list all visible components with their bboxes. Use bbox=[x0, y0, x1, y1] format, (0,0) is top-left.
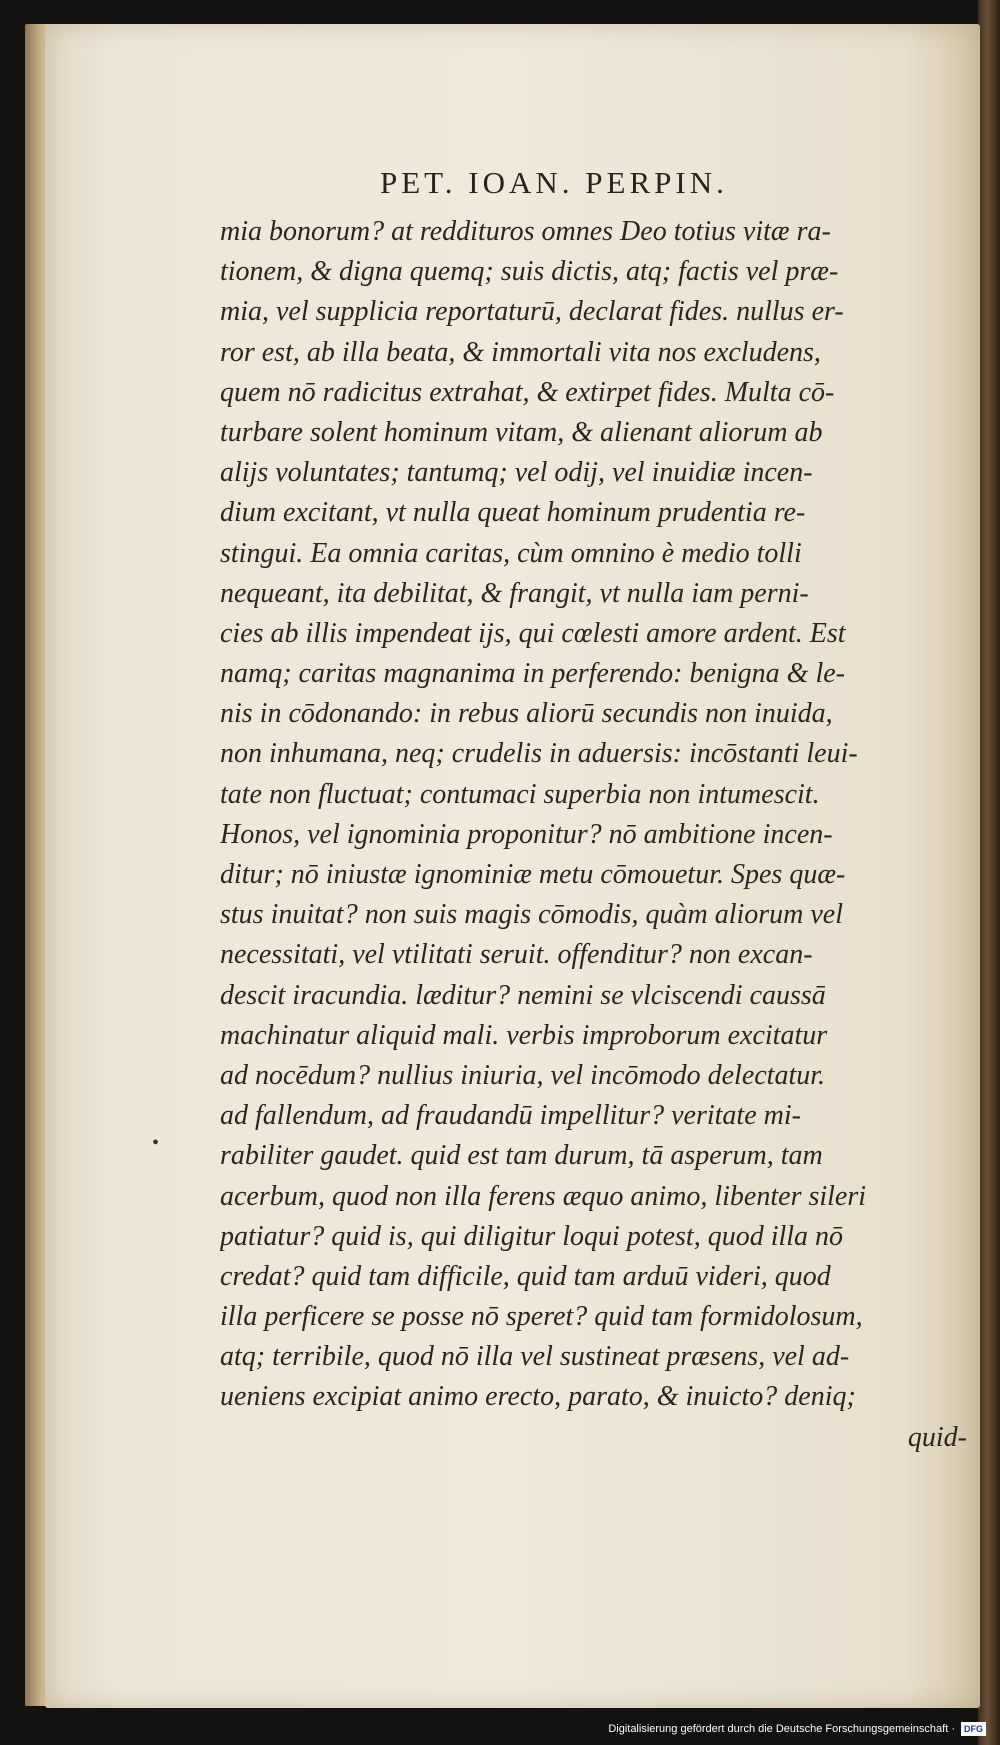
text-line: nis in cōdonando: in rebus aliorū secundis non inuida, bbox=[220, 698, 833, 730]
text-line: necessitati, vel vtilitati seruit. offenditur? non excan- bbox=[220, 939, 813, 971]
text-line: tate non fluctuat; contumaci superbia non intumescit. bbox=[220, 778, 820, 810]
text-line: quem nō radicitus extrahat, & extirpet fides. Multa cō- bbox=[220, 376, 835, 408]
digitization-footer bbox=[608, 1722, 986, 1736]
book-cover-edge bbox=[978, 0, 1000, 1745]
text-line: atq; terribile, quod nō illa vel sustineat præsens, vel ad- bbox=[220, 1341, 850, 1373]
text-line: turbare solent hominum vitam, & alienant aliorum ab bbox=[220, 416, 823, 448]
text-line: non inhumana, neq; crudelis in aduersis: incōstanti leui- bbox=[220, 738, 858, 770]
catchword: quid- bbox=[907, 1421, 967, 1453]
text-line: mia bonorum? at reddituros omnes Deo totius vitæ ra- bbox=[220, 216, 831, 247]
text-line: rabiliter gaudet. quid est tam durum, tā asperum, tam bbox=[220, 1140, 823, 1172]
text-line: namq; caritas magnanima in perferendo: benigna & le- bbox=[220, 658, 845, 690]
body-text bbox=[220, 212, 975, 1458]
text-line: cies ab illis impendeat ijs, qui cœlesti amore ardent. Est bbox=[220, 617, 846, 649]
text-line: Honos, vel ignominia proponitur? nō ambitione incen- bbox=[220, 818, 833, 850]
text-line: dium excitant, vt nulla queat hominum prudentia re- bbox=[220, 497, 806, 529]
text-line: patiatur? quid is, qui diligitur loqui potest, quod illa nō bbox=[220, 1220, 844, 1252]
text-line: descit iracundia. læditur? nemini se vlciscendi caussā bbox=[220, 979, 826, 1011]
text-line: alijs voluntates; tantumq; vel odij, vel inuidiæ incen- bbox=[220, 457, 813, 489]
footer-credit: Digitalisierung gefördert durch die Deutsche Forschungsgemeinschaft · bbox=[608, 1723, 955, 1735]
margin-mark: • bbox=[152, 1132, 160, 1154]
running-head: PET. IOAN. PERPIN. bbox=[380, 165, 728, 200]
text-line: ad fallendum, ad fraudandū impellitur? veritate mi- bbox=[220, 1100, 801, 1132]
text-line: machinatur aliquid mali. verbis improborum excitatur bbox=[220, 1019, 828, 1051]
text-line: stingui. Ea omnia caritas, cùm omnino è medio tolli bbox=[220, 537, 802, 569]
text-line: ror est, ab illa beata, & immortali vita nos excludens, bbox=[220, 336, 821, 368]
text-line: mia, vel supplicia reportaturū, declarat fides. nullus er- bbox=[220, 296, 844, 328]
text-line: tionem, & digna quemq; suis dictis, atq; factis vel præ- bbox=[220, 256, 839, 288]
text-line: ueniens excipiat animo erecto, parato, & inuicto? deniq; bbox=[220, 1381, 856, 1413]
text-line: stus inuitat? non suis magis cōmodis, quàm aliorum vel bbox=[220, 899, 844, 931]
text-line: illa perficere se posse nō speret? quid tam formidolosum, bbox=[220, 1301, 863, 1333]
text-line: nequeant, ita debilitat, & frangit, vt nulla iam perni- bbox=[220, 577, 809, 609]
text-line: acerbum, quod non illa ferens æquo animo, libenter sileri bbox=[220, 1180, 867, 1212]
text-line: ad nocēdum? nullius iniuria, vel incōmodo delectatur. bbox=[220, 1059, 826, 1091]
text-line: credat? quid tam difficile, quid tam arduū videri, quod bbox=[220, 1260, 831, 1292]
dfg-logo: DFG bbox=[961, 1722, 986, 1736]
text-line: ditur; nō iniustæ ignominiæ metu cōmouetur. Spes quæ- bbox=[220, 859, 846, 890]
